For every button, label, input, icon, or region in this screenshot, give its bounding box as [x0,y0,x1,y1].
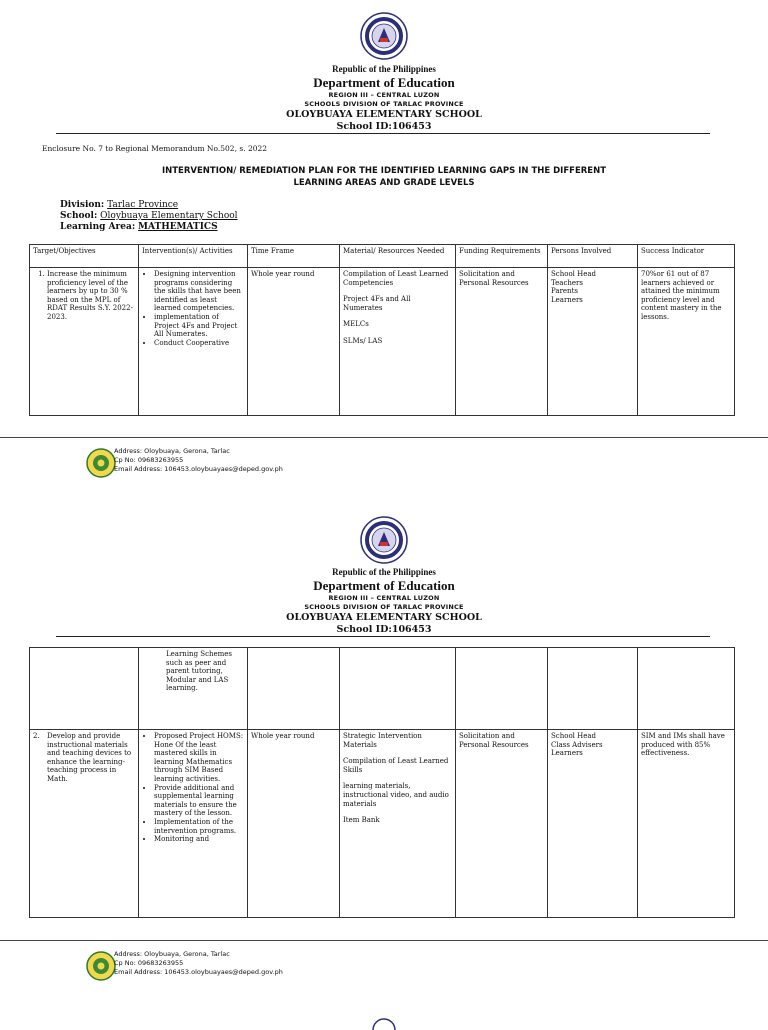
materials-cell: Strategic Intervention Materials Compilation of Least Learned Skills learning materials, instructional video, and audio materials Item Bank [340,730,456,918]
target-cell: 1. Increase the minimum proficiency level of the learners by up to 30 % based on the MPL of RDAT Results S.Y. 2022-2023. [30,268,139,416]
target-cell: 2. Develop and provide instructional materials and teaching devices to enhance the learning-teaching process in Math. [30,730,139,918]
footer-phone: Cp No: 09683263955 [114,959,184,967]
header-divider [56,636,710,637]
footer-contact [114,950,283,977]
school-id: School ID:106453 [336,624,432,635]
footer-email: Email Address: 106453.oloybuayaes@deped.gov.ph [114,465,283,473]
school-logo-icon [86,951,116,981]
col-funding: Funding Requirements [456,245,548,268]
footer-contact [114,447,283,474]
time-frame-cell: Whole year round [248,268,340,416]
interventions-cell: • Designing intervention programs considering the skills that have been identified as least learned competencies. • implementation of Project 4Fs and Project All Numerates. • Conduct Cooperative [139,268,248,416]
header-divider [56,133,710,134]
school-logo-icon [86,448,116,478]
persons-cell: School Head Class Advisers Learners [548,730,638,918]
deped-seal-icon [360,12,408,60]
republic-line: Republic of the Philippines [332,64,436,74]
footer-phone: Cp No: 09683263955 [114,456,184,464]
plan-table-page-1 [29,244,735,416]
school-id: School ID:106453 [336,121,432,132]
col-target: Target/Objectives [30,245,139,268]
region-line: REGION III – CENTRAL LUZON [328,594,440,602]
success-cell: 70%or 61 out of 87 learners achieved or attained the minimum proficiency level and content mastery in the lessons. [638,268,735,416]
table-row [30,648,735,730]
footer-address: Address: Oloybuaya, Gerona, Tarlac [114,447,230,455]
enclosure-note: Enclosure No. 7 to Regional Memorandum No.502, s. 2022 [42,144,268,153]
table-row [30,730,735,918]
col-interventions: Intervention(s)/ Activities [139,245,248,268]
next-page-seal-icon [372,1018,396,1030]
region-line: REGION III – CENTRAL LUZON [328,91,440,99]
funding-cell: Solicitation and Personal Resources [456,268,548,416]
funding-cell: Solicitation and Personal Resources [456,730,548,918]
plan-table-page-2 [29,647,735,918]
col-materials: Material/ Resources Needed [340,245,456,268]
table-row [30,268,735,416]
republic-line: Republic of the Philippines [332,567,436,577]
division-line: SCHOOLS DIVISION OF TARLAC PROVINCE [304,603,464,611]
col-success: Success Indicator [638,245,735,268]
time-frame-cell: Whole year round [248,730,340,918]
department-title: Department of Education [313,578,455,593]
footer-divider [0,437,768,438]
department-title: Department of Education [313,75,455,90]
division-line: SCHOOLS DIVISION OF TARLAC PROVINCE [304,100,464,108]
school-name: OLOYBUAYA ELEMENTARY SCHOOL [286,612,482,623]
interventions-continued-cell: Learning Schemes such as peer and parent tutoring, Modular and LAS learning. [139,648,248,730]
page-1 [0,0,768,440]
col-time-frame: Time Frame [248,245,340,268]
interventions-cell: • Proposed Project HOMS: Hone Of the least mastered skills in learning Mathematics through SIM Based learning activities. • Provide additional and supplemental learning materials to ensure the mastery of the lesson. • Implementation of the intervention programs. • Monitoring and [139,730,248,918]
footer-address: Address: Oloybuaya, Gerona, Tarlac [114,950,230,958]
table-header-row [30,245,735,268]
col-persons: Persons Involved [548,245,638,268]
deped-seal-icon [360,516,408,564]
plan-title: INTERVENTION/ REMEDIATION PLAN FOR THE IDENTIFIED LEARNING GAPS IN THE DIFFERENT LEARNING AREAS AND GRADE LEVELS [161,166,607,188]
materials-cell: Compilation of Least Learned Competencies Project 4Fs and All Numerates MELCs SLMs/ LAS [340,268,456,416]
success-cell: SIM and IMs shall have produced with 85% effectiveness. [638,730,735,918]
persons-cell: School Head Teachers Parents Learners [548,268,638,416]
footer-email: Email Address: 106453.oloybuayaes@deped.gov.ph [114,968,283,976]
footer-divider [0,940,768,941]
plan-meta: Division: Tarlac Province School: Oloybuaya Elementary School Learning Area: MATHEMATICS [60,200,238,232]
school-name: OLOYBUAYA ELEMENTARY SCHOOL [286,109,482,120]
